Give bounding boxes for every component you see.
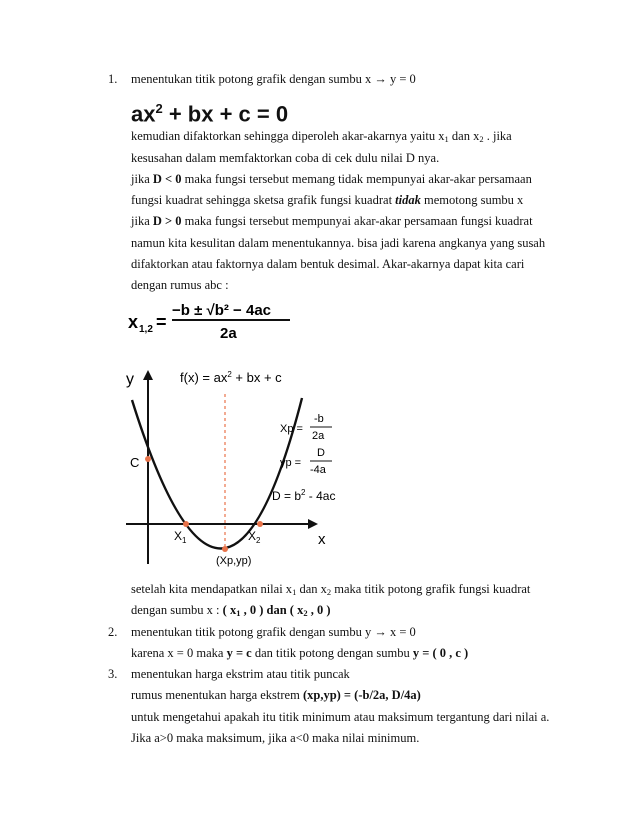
item-2-number: 2.: [108, 625, 118, 639]
svg-text:x: x: [128, 312, 139, 332]
abc-formula: [128, 298, 298, 344]
paragraph-line: setelah kita mendapatkan nilai $x_1$ dan $x_2$ maka titik potong grafik fungsi kuadrat: [131, 582, 531, 597]
x2-point: [257, 521, 263, 527]
xp-denominator: 2a: [312, 430, 325, 442]
svg-text:1,2: 1,2: [139, 324, 153, 335]
yp-lhs: yp =: [280, 457, 302, 469]
discriminant-formula: $D = b^2 - 4ac$: [272, 488, 336, 503]
paragraph-line: jika D > 0 maka fungsi tersebut mempunyai akar-akar persamaan fungsi kuadrat: [131, 214, 533, 228]
x-axis-arrow-icon: [308, 519, 318, 529]
x1-label: $X_1$: [174, 529, 187, 545]
paragraph-line: untuk mengetahui apakah itu titik minimum atau maksimum tergantung dari nilai a.: [131, 710, 550, 724]
item-1-number: 1.: [108, 72, 118, 86]
yp-numerator: D: [317, 447, 325, 459]
function-label: $f(x) = ax^2$ + bx + c: [180, 370, 282, 385]
paragraph-line: namun kita kesulitan dalam menentukannya. bisa jadi karena angkanya yang susah: [131, 236, 546, 250]
svg-text:2a: 2a: [220, 325, 237, 342]
xp-numerator: -b: [314, 413, 324, 425]
y-axis-arrow-icon: [143, 370, 153, 380]
quadratic-equation: $ax^2$ + bx + c = 0: [131, 101, 289, 127]
parabola-curve: [132, 398, 302, 549]
xp-lhs: Xp =: [280, 423, 303, 435]
svg-text:=: =: [156, 312, 167, 332]
vertex-label: (Xp,yp): [216, 555, 252, 567]
paragraph-line: dengan rumus abc :: [131, 278, 229, 292]
paragraph-line: dengan sumbu x : ( $x_1$ , 0 ) dan ( $x_2$ , 0 ): [131, 603, 331, 618]
item-3-number: 3.: [108, 667, 118, 681]
x-axis-label: x: [318, 531, 326, 548]
paragraph-line: difaktorkan atau faktornya dalam bentuk desimal. Akar-akarnya dapat kita cari: [131, 257, 525, 271]
paragraph-line: kesusahan dalam memfaktorkan coba di cek dulu nilai D nya.: [131, 151, 440, 165]
paragraph-line: rumus menentukan harga ekstrem (xp,yp) = (-b/2a, D/4a): [131, 688, 421, 702]
y-axis-label: y: [126, 371, 134, 388]
yp-denominator: -4a: [310, 464, 326, 476]
paragraph-line: fungsi kuadrat sehingga sketsa grafik fungsi kuadrat tidak memotong sumbu x: [131, 193, 524, 207]
item-3-heading: menentukan harga ekstrim atau titik puncak: [131, 667, 350, 681]
svg-text:−b ± √b² − 4ac: −b ± √b² − 4ac: [172, 302, 272, 319]
paragraph-line: jika D < 0 maka fungsi tersebut memang tidak mempunyai akar-akar persamaan: [131, 172, 532, 186]
vertex-point: [222, 546, 228, 552]
item-2-heading: menentukan titik potong grafik dengan sumbu y → x = 0: [131, 625, 416, 639]
paragraph-line: kemudian difaktorkan sehingga diperoleh akar-akarnya yaitu $x_1$ dan $x_2$ . jika: [131, 129, 512, 144]
c-intercept-point: [145, 456, 151, 462]
x2-label: $X_2$: [248, 529, 261, 545]
c-label: C: [130, 455, 140, 470]
item-1-heading: menentukan titik potong grafik dengan sumbu x → y = 0: [131, 72, 416, 86]
x1-point: [183, 521, 189, 527]
paragraph-line: Jika a>0 maka maksimum, jika a<0 maka nilai minimum.: [131, 731, 420, 745]
paragraph-line: karena x = 0 maka y = c dan titik potong dengan sumbu y = ( 0 , c ): [131, 646, 469, 660]
parabola-graph: [124, 364, 340, 568]
